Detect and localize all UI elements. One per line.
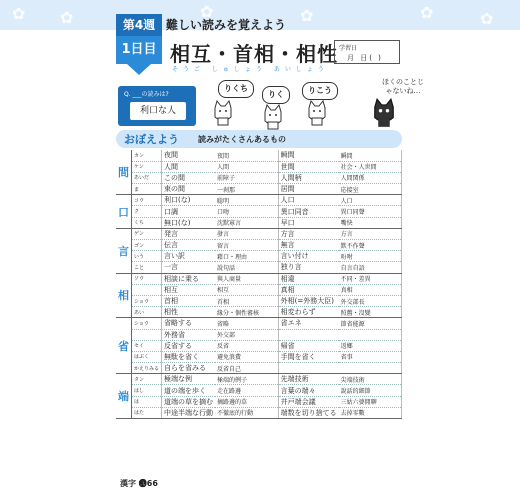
flower-icon: ✿ [200,2,214,21]
meaning-cell: 人間 [215,161,278,172]
table-row [116,217,402,228]
meaning-cell [339,329,402,340]
table-row [116,273,402,284]
table-row [116,228,402,239]
meaning-cell [339,363,402,374]
cat-speech: ほくのことじゃないね… [382,78,424,95]
reading-cell: あい [132,307,162,318]
word-cell: 無言 [278,240,339,251]
meaning-cell: 節省能源 [339,318,402,329]
meaning-cell: 嘴快 [339,217,402,228]
reading-cell: タン [132,374,162,385]
reading-cell: ソウ [132,273,162,284]
word-cell: 方言 [278,228,339,239]
cat-icon [306,100,328,126]
meaning-cell: 社会・人世間 [339,161,402,172]
meaning-cell: 三姑六婆閒聊 [339,396,402,407]
reading-cell: こと [132,262,162,273]
meaning-cell: 吩咐 [339,251,402,262]
word-cell: 端数を切り捨てる [278,407,339,418]
meaning-cell: 緣分・個性審核 [215,307,278,318]
reading-cell: セイ [132,340,162,351]
word-cell: 先端技術 [278,374,339,385]
word-cell [278,329,339,340]
table-row [116,295,402,306]
word-cell: 瞬間 [278,150,339,161]
flower-icon: ✿ [12,4,26,23]
word-cell: 言葉の端々 [278,385,339,396]
word-cell: 首相 [162,295,216,306]
reading-cell: くち [132,217,162,228]
meaning-cell: 聡明 [215,195,278,206]
flower-icon: ✿ [60,8,74,27]
table-row [116,150,402,161]
table-row [116,363,402,374]
meaning-cell: 一刹那 [215,184,278,195]
word-cell: この間 [162,172,216,183]
cat-icon [212,100,234,126]
word-cell: 外務省 [162,329,216,340]
word-cell: 反省する [162,340,216,351]
meaning-cell: 藉口・理由 [215,251,278,262]
meaning-cell: 照舊・沒變 [339,307,402,318]
word-cell: 言い付け [278,251,339,262]
page-title-ruby: そうご しゅしょう あいしょう [172,66,329,73]
reading-cell: ショウ [132,318,162,329]
meaning-cell: 口吻 [215,206,278,217]
vocab-table [116,150,402,419]
meaning-cell: 不徹底的行動 [215,407,278,418]
meaning-cell: 極端的例子 [215,374,278,385]
word-cell: 一言 [162,262,216,273]
meaning-cell: 瞬間 [339,150,402,161]
word-cell: 無駄を省く [162,351,216,362]
table-row [116,407,402,418]
meaning-cell: 說句話 [215,262,278,273]
word-cell: 人間 [162,161,216,172]
word-cell: 真相 [278,284,339,295]
table-row [116,184,402,195]
meaning-cell: 真相 [339,284,402,295]
word-cell: 相談に乗る [162,273,216,284]
word-cell: 道の端を歩く [162,385,216,396]
day-badge: 1日目 [116,36,162,64]
table-row [116,374,402,385]
table-row [116,206,402,217]
word-cell [278,363,339,374]
reading-cell: ショウ [132,295,162,306]
section-title: おぼえよう [124,133,179,146]
flower-icon: ✿ [420,3,434,22]
table-row [116,307,402,318]
meaning-cell: 反省 [215,340,278,351]
meaning-cell: 夜間 [215,150,278,161]
reading-cell [132,329,162,340]
reading-cell: ゴン [132,240,162,251]
reading-cell: いう [132,251,162,262]
reading-cell: はぶく [132,351,162,362]
table-row [116,351,402,362]
reading-cell: ま [132,184,162,195]
word-cell: 自らを省みる [162,363,216,374]
flower-icon: ✿ [480,9,494,28]
word-cell: 発言 [162,228,216,239]
meaning-cell: 相互 [215,284,278,295]
meaning-cell: 沈默寡言 [215,217,278,228]
word-cell: 帰省 [278,340,339,351]
kanji-cell: 言 [116,228,132,273]
reading-cell: カン [132,150,162,161]
meaning-cell: 去掉零數 [339,407,402,418]
week-tab: 第4週 [116,14,162,36]
word-cell: 束の間 [162,184,216,195]
meaning-cell: 反省自己 [215,363,278,374]
quiz-question: Q. ___の読みは? [124,91,169,98]
word-cell: 相違 [278,273,339,284]
word-cell: 外相(=外務大臣) [278,295,339,306]
table-row [116,262,402,273]
page-title: 相互・首相・相性 [170,42,338,66]
meaning-cell: 不同・差異 [339,273,402,284]
table-row [116,284,402,295]
table-row [116,396,402,407]
meaning-cell: 首相 [215,295,278,306]
meaning-cell: 異口同聲 [339,206,402,217]
study-date-label: 学習日 [339,45,358,52]
reading-cell [132,284,162,295]
word-cell: 世間 [278,161,339,172]
table-row [116,240,402,251]
word-cell: 伝言 [162,240,216,251]
word-cell: 人口 [278,195,339,206]
meaning-cell: 說話的細節 [339,385,402,396]
word-cell: 相互 [162,284,216,295]
meaning-cell: 走在路邊 [215,385,278,396]
quiz-word: 利口な人 [130,102,186,120]
word-cell: 道端の草を摘む [162,396,216,407]
table-row [116,329,402,340]
word-cell: 中途半端な行動 [162,407,216,418]
meaning-cell: 自言自語 [339,262,402,273]
kanji-cell: 間 [116,150,132,195]
reading-cell: かえりみる [132,363,162,374]
reading-cell: はた [132,407,162,418]
flower-icon: ✿ [300,6,314,25]
meaning-cell: 摘路邊的草 [215,396,278,407]
section-subtitle: 読みがたくさんあるもの [198,135,286,144]
study-date-box[interactable] [334,40,400,64]
reading-cell: ゲン [132,228,162,239]
meaning-cell: 前障子 [215,172,278,183]
word-cell: 独り言 [278,262,339,273]
word-cell: 極端な例 [162,374,216,385]
study-date-value: 月 日( ) [347,54,383,62]
table-row [116,251,402,262]
word-cell: 相性 [162,307,216,318]
black-cat-icon [370,98,398,128]
lesson-title: 難しい読みを覚えよう [166,18,287,32]
quiz-box [118,86,196,126]
kanji-cell: 相 [116,273,132,318]
word-cell: 異口同音 [278,206,339,217]
reading-cell: は [132,396,162,407]
table-row [116,195,402,206]
word-cell: 早口 [278,217,339,228]
meaning-cell: 省略 [215,318,278,329]
word-cell: 省エネ [278,318,339,329]
reading-cell: コウ [132,195,162,206]
page-footer: 漢字 🅐66 [120,479,158,488]
reading-cell: ケン [132,161,162,172]
word-cell: 言い訳 [162,251,216,262]
word-cell: 相変わらず [278,307,339,318]
meaning-cell: 人間関係 [339,172,402,183]
meaning-cell: 默不作聲 [339,240,402,251]
kanji-cell: 口 [116,195,132,229]
kanji-cell: 端 [116,374,132,419]
word-cell: 手間を省く [278,351,339,362]
word-cell: 口調 [162,206,216,217]
table-row [116,340,402,351]
meaning-cell: 外交部長 [339,295,402,306]
meaning-cell: 返鄉 [339,340,402,351]
table-row [116,385,402,396]
meaning-cell: 留言 [215,240,278,251]
word-cell: 人間柄 [278,172,339,183]
meaning-cell: 與人商量 [215,273,278,284]
kanji-cell: 省 [116,318,132,374]
word-cell: 夜間 [162,150,216,161]
meaning-cell: 人口 [339,195,402,206]
meaning-cell: 省事 [339,351,402,362]
meaning-cell: 方言 [339,228,402,239]
cat-icon [262,104,284,130]
table-row [116,161,402,172]
meaning-cell: 避免浪費 [215,351,278,362]
word-cell: 居間 [278,184,339,195]
word-cell: 井戸端会議 [278,396,339,407]
word-cell: 省略する [162,318,216,329]
reading-cell: ク [132,206,162,217]
answer-bubble: りくち [218,80,254,98]
reading-cell: はし [132,385,162,396]
table-row [116,318,402,329]
meaning-cell: 応接室 [339,184,402,195]
answer-bubble: りく [262,86,290,104]
word-cell: 利口(な) [162,195,216,206]
answer-bubble: りこう [302,82,338,100]
meaning-cell: 發言 [215,228,278,239]
meaning-cell: 尖端技術 [339,374,402,385]
word-cell: 無口(な) [162,217,216,228]
reading-cell: あいだ [132,172,162,183]
meaning-cell: 外交部 [215,329,278,340]
table-row [116,172,402,183]
